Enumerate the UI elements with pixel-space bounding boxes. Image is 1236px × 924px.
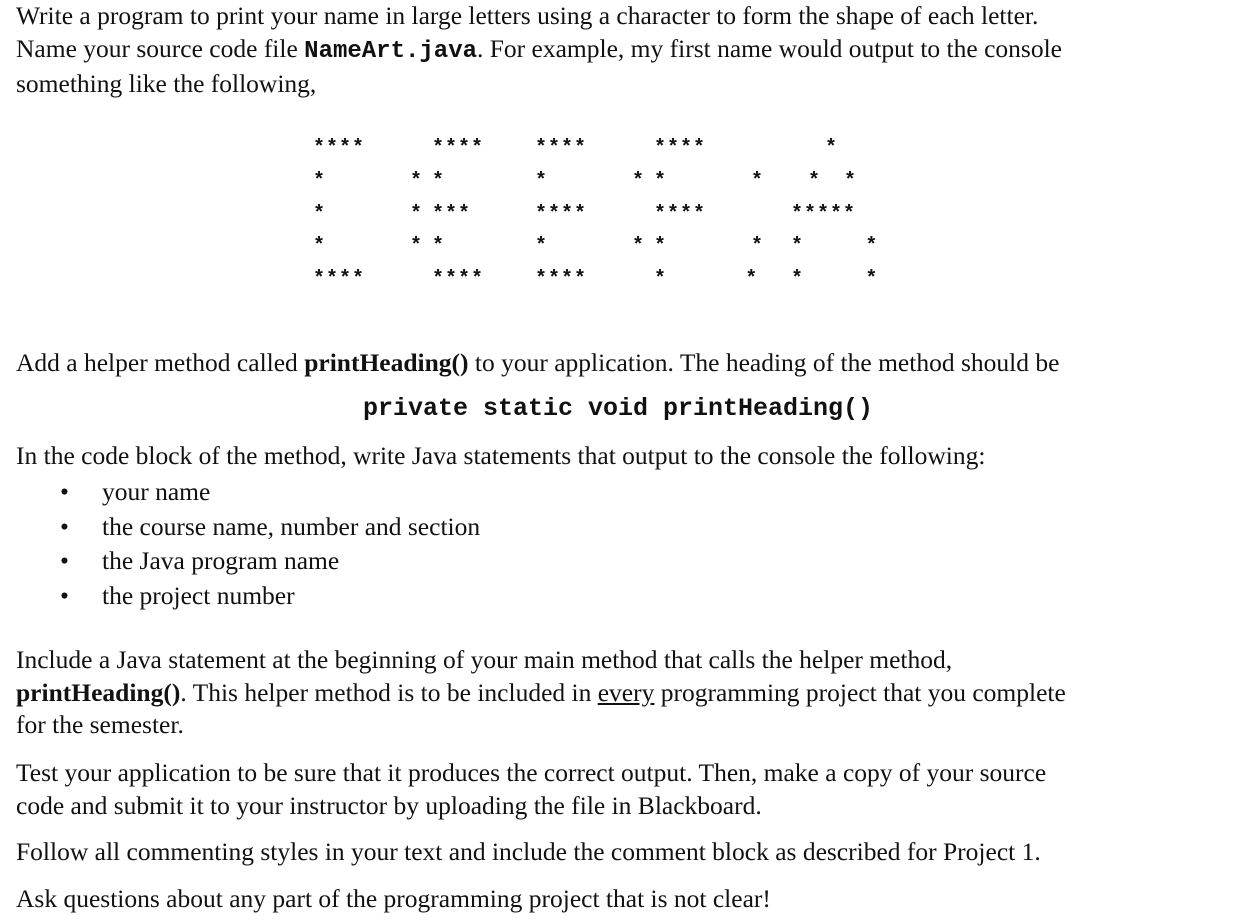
test-paragraph xyxy=(16,757,1226,822)
art-letter-1: **** xyxy=(313,268,366,291)
art-row xyxy=(0,205,1236,225)
art-letter-2: *** xyxy=(432,203,472,226)
intro-text-3: something like the following, xyxy=(16,69,317,98)
art-letter-1: * * xyxy=(313,170,430,193)
test-line-1: Test your application to be sure that it produces the correct output. Then, make a copy of your source xyxy=(16,758,1047,787)
intro-text-2b: . For example, my first name would output to the console xyxy=(477,33,1062,63)
bullet-text: the Java program name xyxy=(102,546,340,575)
include-text-2a: . This helper method is to be included in xyxy=(180,677,598,707)
heading-text-a: Add a helper method called xyxy=(16,348,305,377)
include-text-2b: programming project that you complete xyxy=(654,677,1066,707)
heading-text-b: to your application. The heading of the method should be xyxy=(468,348,1060,377)
include-line-2 xyxy=(16,677,1226,710)
art-letter-1: **** xyxy=(313,137,366,160)
list-item xyxy=(16,579,1226,614)
follow-text: Follow all commenting styles in your text and include the comment block as described for Project 1. xyxy=(16,837,1041,866)
bullet-list xyxy=(16,475,1226,613)
art-letter-5: * * xyxy=(791,268,878,291)
list-item xyxy=(16,510,1226,545)
include-line-1: Include a Java statement at the beginning of your main method that calls the helper method, xyxy=(16,645,953,674)
art-letter-2: **** xyxy=(432,268,485,291)
ask-paragraph xyxy=(16,883,1226,916)
art-letter-2: * xyxy=(432,170,446,193)
art-letter-2: **** xyxy=(432,137,485,160)
method-name: printHeading() xyxy=(16,677,181,707)
source-filename: NameArt.java xyxy=(304,37,477,65)
method-name: printHeading() xyxy=(304,348,469,377)
bullet-icon: • xyxy=(60,546,69,575)
art-letter-5: * * xyxy=(808,170,863,193)
bullet-icon: • xyxy=(60,511,69,541)
art-letter-5: * * xyxy=(791,235,878,258)
follow-paragraph xyxy=(16,836,1226,869)
art-letter-3: * * xyxy=(535,170,652,193)
ask-text: Ask questions about any part of the programming project that is not clear! xyxy=(16,884,771,913)
art-letter-4: * * xyxy=(654,268,757,291)
art-letter-4: **** xyxy=(654,137,707,160)
art-letter-5: ***** xyxy=(791,203,857,226)
method-signature: private static void printHeading() xyxy=(362,394,874,423)
art-letter-1: * * xyxy=(313,235,430,258)
heading-intro-line xyxy=(16,347,1226,380)
code-block-paragraph xyxy=(16,440,1226,473)
intro-text-2a: Name your source code file xyxy=(16,33,305,63)
art-row xyxy=(0,139,1236,159)
art-letter-5: * xyxy=(825,137,839,160)
art-letter-4: * * xyxy=(654,235,771,258)
list-item xyxy=(16,544,1226,579)
bullet-text: the project number xyxy=(102,580,295,610)
test-line-2: code and submit it to your instructor by uploading the file in Blackboard. xyxy=(16,790,762,820)
include-line-3: for the semester. xyxy=(16,710,184,739)
bullet-icon: • xyxy=(60,580,69,610)
art-row xyxy=(0,172,1236,192)
art-letter-1: * * xyxy=(313,203,430,226)
art-letter-4: * * xyxy=(654,170,771,193)
name-art xyxy=(0,0,1236,300)
art-letter-3: **** xyxy=(535,203,588,226)
bullet-icon: • xyxy=(60,477,69,506)
list-item xyxy=(16,475,1226,510)
art-letter-3: **** xyxy=(535,268,588,291)
heading-paragraph xyxy=(16,347,1226,380)
include-paragraph xyxy=(16,644,1226,742)
bullet-text: the course name, number and section xyxy=(102,511,481,541)
bullet-text: your name xyxy=(102,477,211,506)
intro-text-1: Write a program to print your name in large letters using a character to form the shape of each letter. xyxy=(16,1,1039,30)
art-row xyxy=(0,270,1236,290)
art-row xyxy=(0,237,1236,257)
art-letter-4: **** xyxy=(654,203,707,226)
art-letter-3: * * xyxy=(535,235,652,258)
emphasis-every: every xyxy=(597,677,655,707)
art-letter-3: **** xyxy=(535,137,588,160)
code-block-text: In the code block of the method, write Java statements that output to the console the following: xyxy=(16,441,986,470)
art-letter-2: * xyxy=(432,235,446,258)
